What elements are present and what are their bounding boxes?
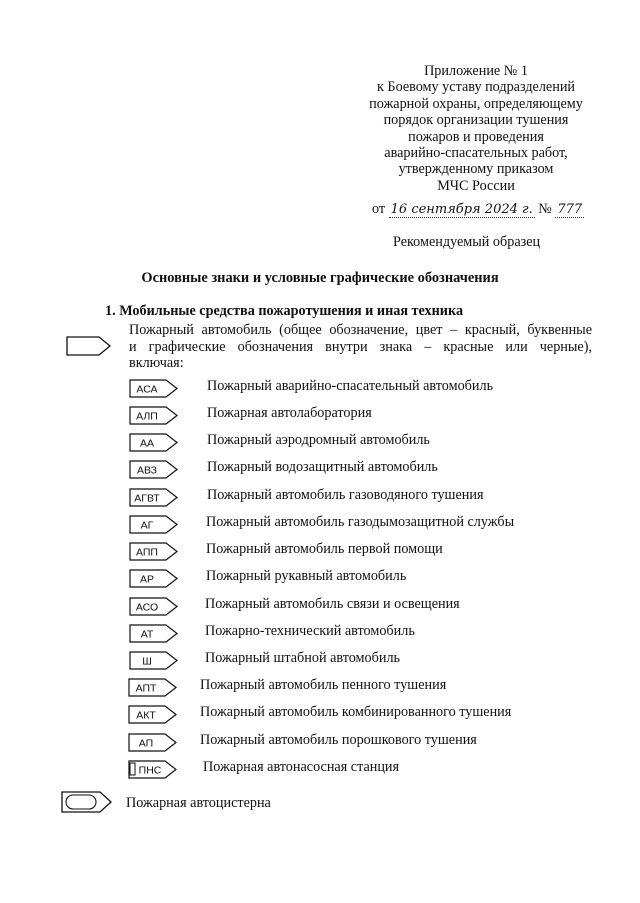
vehicle-label: Пожарный автомобиль первой помощи: [206, 541, 443, 557]
vehicle-code: АА: [139, 437, 155, 450]
vehicle-code: АГВТ: [134, 492, 160, 505]
vehicle-symbol: [128, 678, 180, 698]
appendix-header: [356, 63, 596, 194]
vehicle-code: АСА: [136, 383, 158, 396]
vehicle-label: Пожарный автомобиль пенного тушения: [200, 677, 447, 693]
vehicle-symbol: [129, 406, 181, 426]
vehicle-code: ПНС: [138, 764, 162, 777]
vehicle-label: Пожарная автолаборатория: [207, 405, 372, 421]
vehicle-symbol: [128, 760, 180, 780]
vehicle-label: Пожарный водозащитный автомобиль: [207, 459, 438, 475]
vehicle-label: Пожарный автомобиль связи и освещения: [205, 596, 460, 612]
vehicle-symbol: [129, 542, 181, 562]
vehicle-symbol: [129, 433, 181, 453]
from-word: от: [372, 201, 386, 217]
vehicle-label: Пожарный аварийно-спасательный автомобиль: [207, 378, 494, 394]
appendix-line: к Боевому уставу подразделений: [376, 79, 575, 96]
vehicle-code: АКТ: [136, 709, 156, 722]
vehicle-code: АПТ: [135, 682, 157, 695]
vehicle-label: Пожарно-технический автомобиль: [205, 623, 415, 639]
vehicle-symbol: [129, 515, 181, 535]
section-title: 1. Мобильные средства пожаротушения и иная техника: [105, 303, 464, 319]
appendix-line: утвержденному приказом: [398, 161, 554, 178]
vehicle-symbol: [129, 488, 181, 508]
vehicle-label: Пожарный автомобиль газодымозащитной службы: [206, 514, 515, 530]
document-title: Основные знаки и условные графические обозначения: [141, 270, 499, 286]
vehicle-label: Пожарный автомобиль газоводяного тушения: [207, 487, 484, 503]
general-description: [129, 322, 592, 372]
vehicle-symbol: [129, 379, 181, 399]
appendix-line: МЧС России: [437, 177, 515, 194]
vehicle-label: Пожарный автомобиль комбинированного тушения: [200, 704, 512, 720]
vehicle-code: АСО: [135, 601, 159, 614]
sample-note: Рекомендуемый образец: [393, 234, 541, 250]
description-line: и графические обозначения внутри знака – красные или черные),: [129, 338, 592, 355]
appendix-line: аварийно-спасательных работ,: [384, 145, 568, 162]
vehicle-symbol: [129, 651, 181, 671]
appendix-line: пожарной охраны, определяющему: [369, 95, 583, 112]
vehicle-symbol: [128, 733, 180, 753]
vehicle-symbol: [129, 624, 181, 644]
vehicle-code: АТ: [140, 628, 154, 641]
fire-truck-general-symbol: [66, 336, 112, 356]
handwritten-date: 16 сентября 2024 г.: [390, 202, 533, 217]
vehicle-label: Пожарный штабной автомобиль: [205, 650, 400, 666]
vehicle-code: АЛП: [136, 410, 158, 423]
number-sign: №: [538, 201, 552, 217]
vehicle-label: Пожарная автонасосная станция: [203, 759, 400, 775]
vehicle-code: АВЗ: [136, 464, 158, 477]
appendix-line: пожаров и проведения: [408, 128, 544, 145]
vehicle-code: АГ: [140, 519, 154, 532]
description-line: Пожарный автомобиль (общее обозначение, цвет – красный, буквенные: [129, 322, 592, 338]
tanker-symbol: [61, 791, 113, 813]
vehicle-label: Пожарный рукавный автомобиль: [206, 568, 407, 584]
vehicle-label: Пожарный автомобиль порошкового тушения: [200, 732, 477, 748]
vehicle-code: АП: [138, 737, 154, 750]
tanker-label: Пожарная автоцистерна: [126, 795, 271, 811]
vehicle-label: Пожарный аэродромный автомобиль: [207, 432, 430, 448]
vehicle-symbol: [128, 705, 180, 725]
vehicle-code: АПП: [136, 546, 158, 559]
vehicle-code: Ш: [142, 655, 152, 668]
order-date-line: [372, 201, 584, 218]
appendix-line: Приложение № 1: [424, 63, 528, 79]
vehicle-code: АР: [139, 573, 155, 586]
description-line: включая:: [129, 355, 184, 372]
vehicle-symbol: [129, 460, 181, 480]
handwritten-number: 777: [557, 202, 583, 217]
vehicle-symbol: [129, 569, 181, 589]
vehicle-symbol: [129, 597, 181, 617]
appendix-line: порядок организации тушения: [383, 112, 569, 129]
